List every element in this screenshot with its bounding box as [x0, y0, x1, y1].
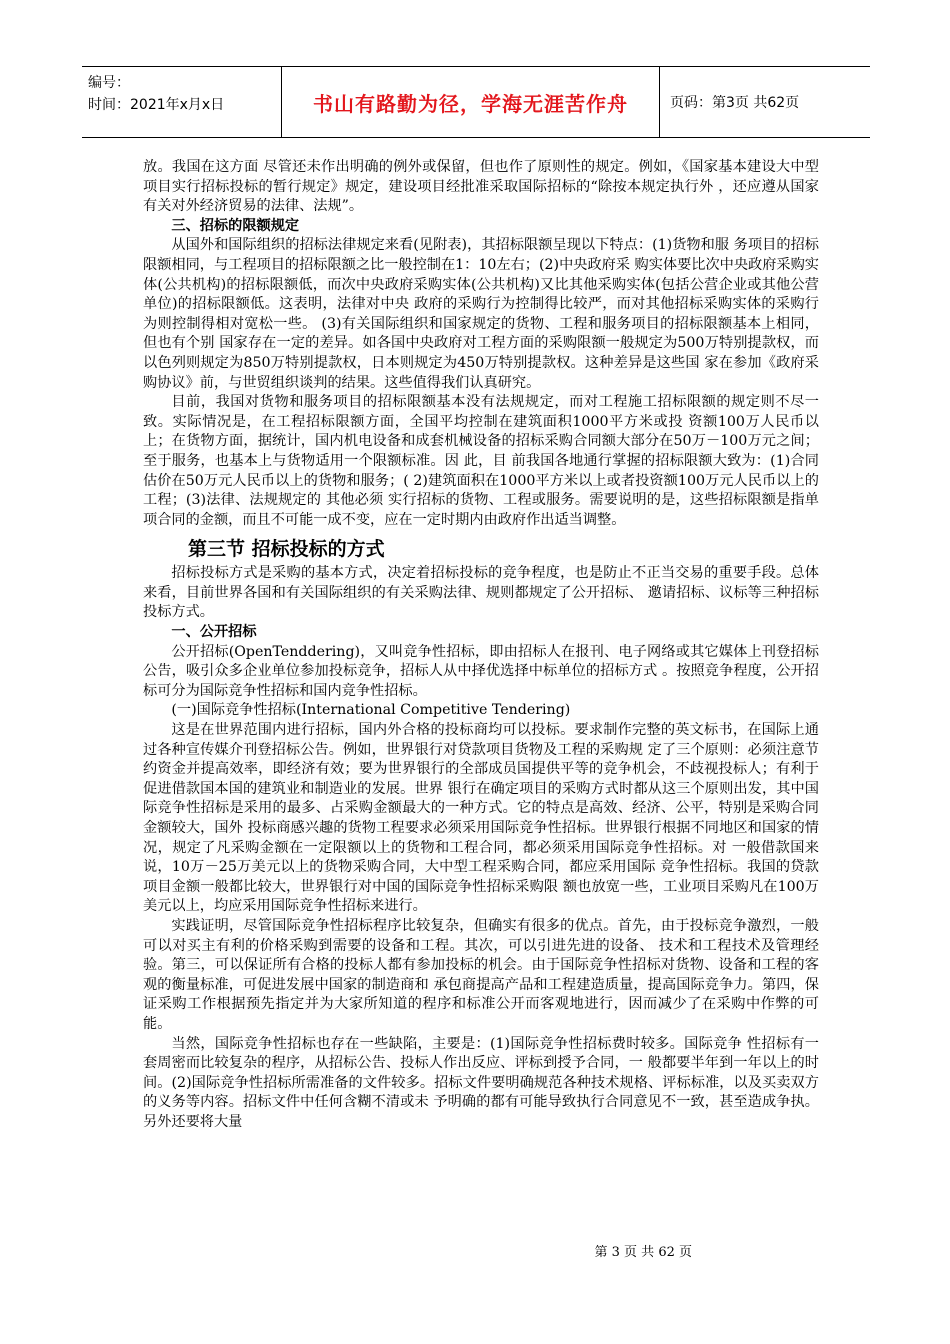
paragraph: 目前，我国对货物和服务项目的招标限额基本没有法规规定，而对工程施工招标限额的规定则不尽一致。实际情况是，在工程招标限额方面，全国平均控制在建筑面积1000平方米或投 资额100万人民币以上；在货物方面，据统计，国内机电设备和成套机械设备的招标采购合同额大部分在50万－100万元之间；至于服务，也基本上与货物适用一个限额标准。因 此，目 前我国各地通行掌握的招标限额大致为：(1)合同估价在50万元人民币以上的货物和服务；( 2)建筑面积在1000平方米以上或者投资额100万元人民币以上的工程；(3)法律、法规规定的 其他必须 实行招标的货物、工程或服务。需要说明的是，这些招标限额是指单项合同的金额，而且不可能一成不变，应在一定时期内由政府作出适当调整。 [143, 394, 819, 528]
header-page-info: 页码：第3页 共62页 [670, 95, 800, 111]
header-meta [82, 67, 282, 137]
paragraph: (一)国际竞争性招标(International Competitive Tendering) [171, 702, 571, 719]
paragraph: 从国外和国际组织的招标法律规定来看(见附表)，其招标限额呈现以下特点：(1)货物和服 务项目的招标限额相同，与工程项目的招标限额之比一般控制在1：10左右；(2)中央政府采 购实体要比次中央政府采购实体(公共机构)的招标限额低，而次中央政府采购实体(公共机构)又比其他采购实体(包括公营企业或其他公营单位)的招标限额低。这表明，法律对中央 政府的采购行为控制得比较严，而对其他招标采购实体的采购行为则控制得相对宽松一些。 (3)有关国际组织和国家规定的货物、工程和服务项目的招标限额基本上相同，但也有个别 国家存在一定的差异。如各国中央政府对工程方面的采购限额一般规定为500万特别提款权，而以色列则规定为850万特别提款权，日本则规定为450万特别提款权。这种差异是这些国 家在参加《政府采购协议》前，与世贸组织谈判的结果。这些值得我们认真研究。 [143, 237, 819, 391]
subheading: 三、招标的限额规定 [171, 217, 300, 234]
subheading: 一、公开招标 [171, 624, 257, 641]
paragraph: 实践证明，尽管国际竞争性招标程序比较复杂，但确实有很多的优点。首先，由于投标竞争激烈，一般可以对买主有利的价格采购到需要的设备和工程。其次，可以引进先进的设备、 技术和工程技术及管理经验。第三，可以保证所有合格的投标人都有参加投标的机会。由于国际竞争性招标对货物、设备和工程的客观的衡量标准，可促进发展中国家的制造商和 承包商提高产品和工程建造质量，提高国际竞争力。第四，保证采购工作根据预先指定并为大家所知道的程序和标准公开而客观地进行，因而减少了在采购中作弊的可能。 [143, 917, 819, 1032]
paragraph: 放。我国在这方面 尽管还未作出明确的例外或保留，但也作了原则性的规定。例如，《国家基本建设大中型项目实行招标投标的暂行规定》规定，建设项目经批准采取国际招标的“除按本规定执行外 ，还应遵从国家有关对外经济贸易的法律、法规”。 [143, 159, 819, 215]
header-slogan: 书山有路勤为径，学海无涯苦作舟 [282, 67, 660, 137]
page-footer [0, 1241, 950, 1260]
document-number-label: 编号： [88, 75, 130, 91]
page-header [82, 66, 870, 138]
section-heading: 第三节 招标投标的方式 [188, 538, 385, 561]
paragraph: 这是在世界范围内进行招标，国内外合格的投标商均可以投标。要求制作完整的英文标书，在国际上通过各种宣传媒介刊登招标公告。例如，世界银行对贷款项目货物及工程的采购规 定了三个原则：必须注意节约资金并提高效率，即经济有效；要为世界银行的全部成员国提供平等的竞争机会，不歧视投标人；有利于促进借款国本国的建筑业和制造业的发展。世界 银行在确定项目的采购方式时都从这三个原则出发，其中国际竞争性招标是采用的最多、占采购金额最大的一种方式。它的特点是高效、经济、公平，特别是采购合同金额较大，国外 投标商感兴趣的货物工程要求必须采用国际竞争性招标。世界银行根据不同地区和国家的情况，规定了凡采购金额在一定限额以上的货物和工程合同，都必须采用国际竞争性招标。对 一般借款国来说，10万－25万美元以上的货物采购合同，大中型工程采购合同，都应采用国际 竞争性招标。我国的贷款项目金额一般都比较大，世界银行对中国的国际竞争性招标采购限 额也放宽一些，工业项目采购凡在100万美元以上，均应采用国际竞争性招标来进行。 [143, 722, 819, 915]
document-body [143, 158, 819, 1133]
paragraph: 招标投标方式是采购的基本方式，决定着招标投标的竞争程度，也是防止不正当交易的重要手段。总体来看，目前世界各国和有关国际组织的有关采购法律、规则都规定了公开招标、 邀请招标、议标等三种招标投标方式。 [143, 565, 819, 621]
paragraph: 公开招标(OpenTenddering)，又叫竞争性招标，即由招标人在报刊、电子网络或其它媒体上刊登招标公告，吸引众多企业单位参加投标竞争，招标人从中择优选择中标单位的招标方式 。按照竞争程度，公开招标可分为国际竞争性招标和国内竞争性招标。 [143, 643, 819, 699]
document-date-label: 时间：2021年x月x日 [88, 97, 225, 113]
paragraph: 当然，国际竞争性招标也存在一些缺陷，主要是：(1)国际竞争性招标费时较多。国际竞争 性招标有一套周密而比较复杂的程序，从招标公告、投标人作出反应、评标到授予合同，一 般都要半年到一年以上的时间。(2)国际竞争性招标所需准备的文件较多。招标文件要明确规范各种技术规格、评标标准，以及买卖双方的义务等内容。招标文件中任何含糊不清或未 予明确的都有可能导致执行合同意见不一致，甚至造成争执。另外还要将大量 [143, 1035, 819, 1130]
page-number: 第 3 页 共 62 页 [594, 1245, 692, 1260]
